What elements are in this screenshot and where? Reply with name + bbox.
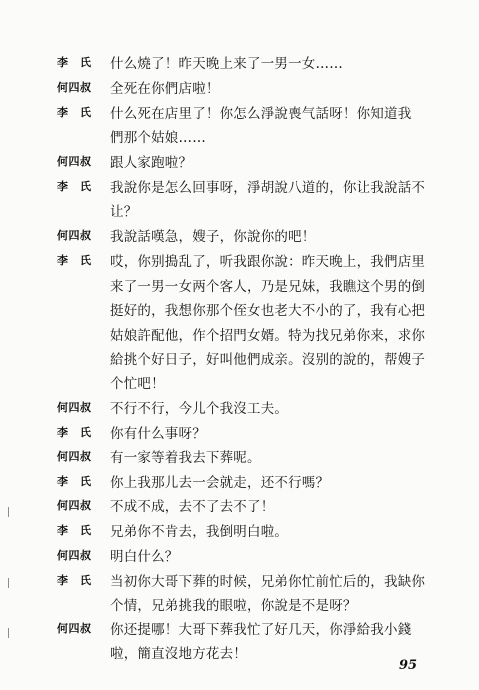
dialogue-line <box>0 495 479 519</box>
dialogue-line <box>0 520 479 544</box>
dialogue-continuation <box>0 594 479 618</box>
speech-text: 什么死在店里了！你怎么淨說喪气話呀！你知道我 <box>110 106 412 122</box>
dialogue-line <box>0 250 479 274</box>
speaker-name: 李 氏 <box>57 524 92 537</box>
speaker-name: 李 氏 <box>57 475 92 488</box>
speaker-name: 何四叔 <box>57 499 92 512</box>
speaker-name: 李 氏 <box>57 254 92 267</box>
speaker-name: 何四叔 <box>57 401 92 414</box>
speaker-name: 何四叔 <box>57 450 92 463</box>
speaker-name: 何四叔 <box>57 229 92 242</box>
dialogue-continuation <box>0 324 479 348</box>
speech-text: 你还提哪！大哥下葬我忙了好几天，你淨給我小錢 <box>110 622 412 638</box>
speech-text: 兄弟你不肯去，我倒明白啦。 <box>110 524 289 540</box>
dialogue-line <box>0 225 479 249</box>
speech-text: 个情，兄弟挑我的眼啦，你說是不是呀？ <box>110 598 357 614</box>
dialogue-line <box>0 77 479 101</box>
dialogue-line <box>0 176 479 200</box>
speech-text: 啦，簡直沒地方花去！ <box>110 646 247 662</box>
speech-text: 我說話嘆急，嫂子，你說你的吧！ <box>110 229 316 245</box>
speaker-name: 李 氏 <box>57 180 92 193</box>
speaker-name: 李 氏 <box>57 574 92 587</box>
speaker-name: 何四叔 <box>57 81 92 94</box>
speech-text: 你上我那儿去一会就走，还不行嗎？ <box>110 475 330 491</box>
dialogue-continuation <box>0 200 479 224</box>
speech-text: 当初你大哥下葬的时候，兄弟你忙前忙后的，我缺你 <box>110 574 426 590</box>
speech-text: 不成不成，去不了去不了！ <box>110 499 275 515</box>
speaker-name: 李 氏 <box>57 106 92 119</box>
dialogue-continuation <box>0 275 479 299</box>
speech-text: 全死在你們店啦！ <box>110 81 220 97</box>
dialogue-continuation <box>0 348 479 372</box>
speech-text: 个忙吧！ <box>110 376 165 392</box>
speech-text: 挺好的，我想你那个侄女也老大不小的了，我有心把 <box>110 303 426 319</box>
speech-text: 們那个姑娘…… <box>110 130 206 146</box>
speech-text: 跟人家跑啦？ <box>110 155 193 171</box>
speaker-name: 何四叔 <box>57 622 92 635</box>
dialogue-line <box>0 471 479 495</box>
speaker-name: 李 氏 <box>57 56 92 69</box>
dialogue-line <box>0 52 479 76</box>
dialogue-line <box>0 618 479 642</box>
dialogue-line <box>0 545 479 569</box>
dialogue-line <box>0 446 479 470</box>
speech-text: 我說你是怎么回事呀，淨胡說八道的，你让我說話不 <box>110 180 426 196</box>
dialogue-line <box>0 151 479 175</box>
speech-text: 明白什么？ <box>110 549 179 565</box>
speech-text: 什么燒了！昨天晚上来了一男一女…… <box>110 56 343 72</box>
speech-text: 姑娘許配他，作个招門女婿。特为找兄弟你来，求你 <box>110 328 426 344</box>
speech-text: 让？ <box>110 204 138 220</box>
speech-text: 不行不行，今儿个我沒工夫。 <box>110 401 289 417</box>
dialogue-line <box>0 397 479 421</box>
dialogue-continuation <box>0 126 479 150</box>
speaker-name: 李 氏 <box>57 426 92 439</box>
speaker-name: 何四叔 <box>57 155 92 168</box>
speech-text: 来了一男一女两个客人，乃是兄妹，我瞧这个男的倒 <box>110 279 426 295</box>
dialogue-line <box>0 570 479 594</box>
dialogue-continuation <box>0 372 479 396</box>
speech-text: 你有什么事呀？ <box>110 426 206 442</box>
speech-text: 有一家等着我去下葬呢。 <box>110 450 261 466</box>
dialogue-continuation <box>0 299 479 323</box>
dialogue-line <box>0 422 479 446</box>
dialogue-line <box>0 102 479 126</box>
speech-text: 給挑个好日子，好叫他們成亲。沒别的說的，帮嫂子 <box>110 352 426 368</box>
speech-text: 哎，你别搗乱了，听我跟你說：昨天晚上，我們店里 <box>110 254 426 270</box>
page-number: 95 <box>399 658 418 673</box>
speaker-name: 何四叔 <box>57 549 92 562</box>
